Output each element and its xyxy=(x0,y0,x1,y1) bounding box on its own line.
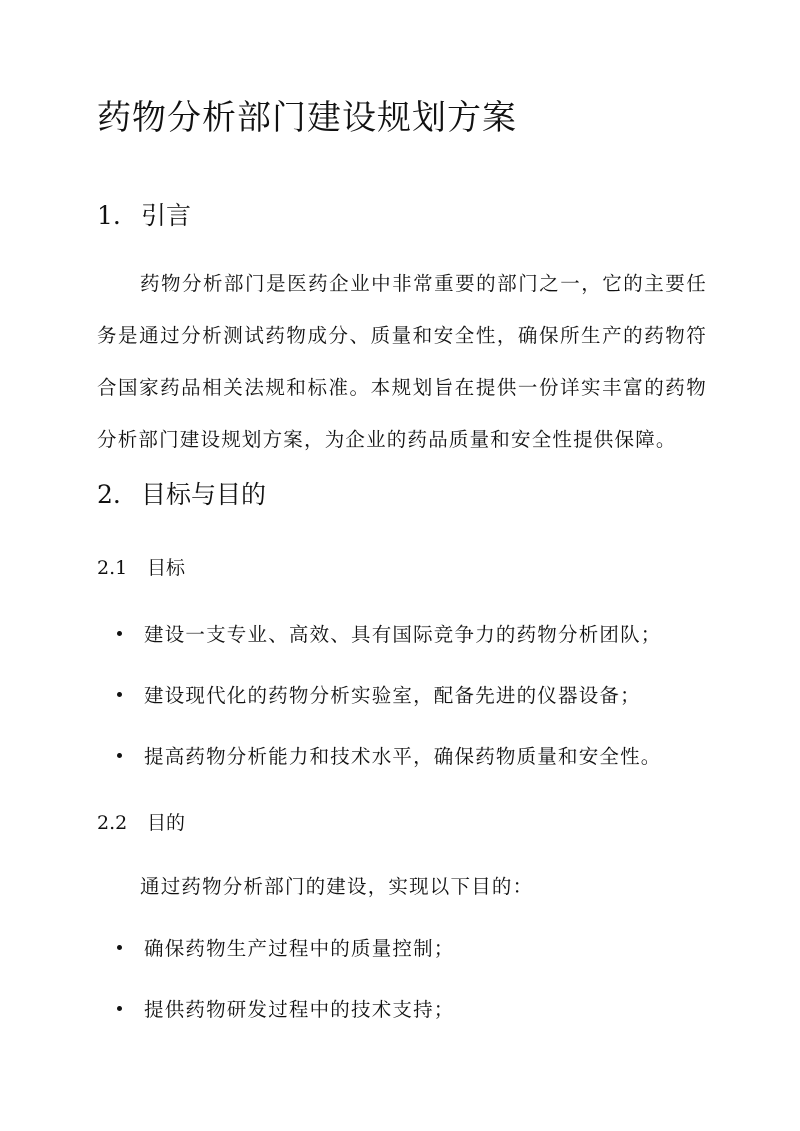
section-title: 引言 xyxy=(141,201,192,230)
section-2-heading xyxy=(97,479,266,511)
list-item xyxy=(117,936,455,962)
list-item-text: 建设现代化的药物分析实验室，配备先进的仪器设备； xyxy=(144,684,641,707)
bullet-icon xyxy=(117,945,122,950)
section-1-heading xyxy=(97,200,191,232)
introduction-paragraph: 药物分析部门是医药企业中非常重要的部门之一，它的主要任务是通过分析测试药物成分、质量和安全性，确保所生产的药物符合国家药品相关法规和标准。本规划旨在提供一份详实丰富的药物分析部门建设规划方案，为企业的药品质量和安全性提供保障。 xyxy=(97,272,707,451)
bullet-icon xyxy=(117,692,122,697)
subsection-2-2-heading xyxy=(97,810,185,836)
list-item xyxy=(117,744,662,770)
section-title: 目标与目的 xyxy=(141,480,267,509)
section-number: 1. xyxy=(97,201,121,230)
list-item xyxy=(117,683,641,709)
subsection-number: 2.2 xyxy=(97,812,128,834)
subsection-2-1-heading xyxy=(97,555,185,581)
purpose-intro: 通过药物分析部门的建设，实现以下目的： xyxy=(140,875,534,898)
list-item-text: 提高药物分析能力和技术水平，确保药物质量和安全性。 xyxy=(144,745,662,768)
list-item-text: 确保药物生产过程中的质量控制； xyxy=(144,937,455,960)
document-title: 药物分析部门建设规划方案 xyxy=(97,98,517,138)
subsection-title: 目标 xyxy=(147,557,186,579)
subsection-number: 2.1 xyxy=(97,557,128,579)
list-item xyxy=(117,622,662,648)
list-item-text: 提供药物研发过程中的技术支持； xyxy=(144,998,455,1021)
section-number: 2. xyxy=(97,480,121,509)
bullet-icon xyxy=(117,753,122,758)
subsection-title: 目的 xyxy=(147,812,186,834)
bullet-icon xyxy=(117,1006,122,1011)
list-item-text: 建设一支专业、高效、具有国际竞争力的药物分析团队； xyxy=(144,623,662,646)
list-item xyxy=(117,997,455,1023)
bullet-icon xyxy=(117,631,122,636)
